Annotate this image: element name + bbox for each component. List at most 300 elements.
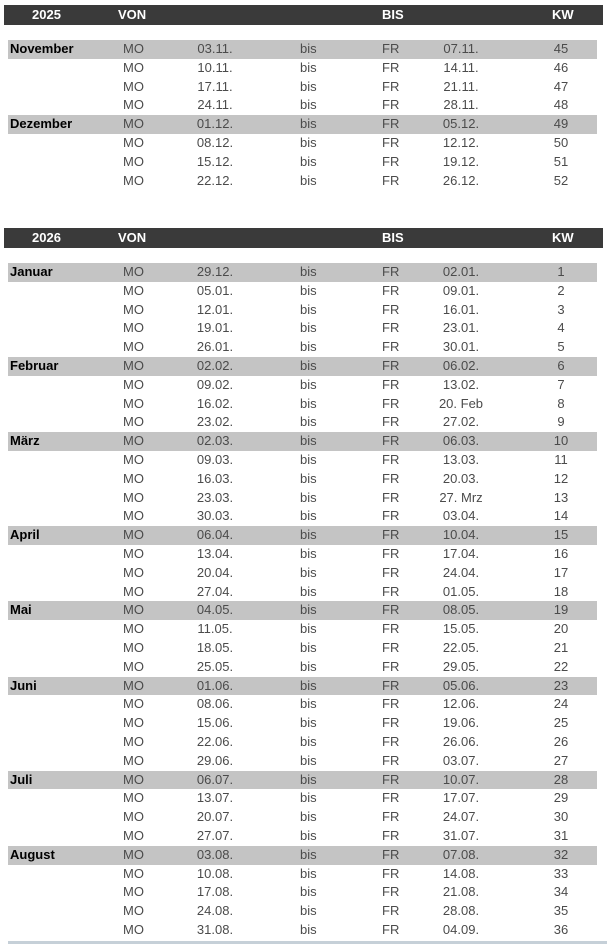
weekday-to: FR	[382, 790, 400, 806]
calendar-week-number: 3	[557, 301, 565, 317]
weekday-to: FR	[382, 97, 400, 113]
calendar-week-number: 52	[553, 172, 569, 188]
separator-bis: bis	[300, 357, 317, 373]
separator-bis: bis	[300, 771, 317, 787]
week-row	[8, 846, 597, 865]
date-from: 10.08.	[196, 865, 234, 881]
separator-bis: bis	[300, 545, 317, 561]
weekday-to: FR	[382, 301, 400, 317]
date-to: 06.02.	[442, 357, 480, 373]
weekday-from: MO	[123, 59, 144, 75]
date-to: 02.01.	[442, 264, 480, 279]
date-from: 15.12.	[196, 153, 234, 169]
week-row	[8, 808, 597, 827]
date-from: 10.11.	[197, 59, 233, 75]
date-to: 21.08.	[442, 884, 480, 900]
week-row	[8, 172, 597, 191]
separator-bis: bis	[300, 489, 317, 505]
separator-bis: bis	[300, 470, 317, 486]
weekday-from: MO	[123, 545, 144, 561]
date-to: 27. Mrz	[439, 489, 483, 505]
weekday-to: FR	[382, 153, 400, 169]
separator-bis: bis	[300, 282, 317, 298]
date-to: 20. Feb	[438, 395, 484, 411]
date-from: 16.02.	[196, 395, 234, 411]
date-from: 22.06.	[196, 733, 234, 749]
date-to: 13.03.	[442, 451, 480, 467]
calendar-week-number: 20	[553, 621, 569, 637]
weekday-from: MO	[123, 583, 144, 599]
weekday-to: FR	[382, 771, 400, 787]
weekday-to: FR	[382, 564, 400, 580]
date-to: 24.07.	[442, 809, 480, 825]
date-from: 24.08.	[196, 903, 234, 919]
date-from: 29.06.	[196, 752, 234, 768]
date-to: 06.03.	[442, 433, 480, 449]
week-row	[8, 902, 597, 921]
week-row	[8, 507, 597, 526]
column-header-bis: BIS	[382, 7, 404, 22]
weekday-to: FR	[382, 846, 400, 862]
weekday-from: MO	[123, 602, 144, 618]
week-row	[8, 319, 597, 338]
weekday-from: MO	[123, 658, 144, 674]
separator-bis: bis	[300, 97, 317, 113]
date-from: 03.11.	[197, 41, 233, 56]
week-row	[8, 59, 597, 78]
separator-bis: bis	[300, 752, 317, 768]
week-row	[8, 470, 597, 489]
separator-bis: bis	[300, 564, 317, 580]
column-header-von: VON	[118, 7, 147, 22]
date-to: 03.07.	[442, 752, 480, 768]
calendar-week-number: 8	[557, 395, 565, 411]
weekday-from: MO	[123, 733, 144, 749]
date-to: 01.05.	[442, 583, 480, 599]
weekday-to: FR	[382, 78, 400, 94]
year-header-bar-2025	[4, 5, 603, 25]
weekday-to: FR	[382, 809, 400, 825]
weekday-from: MO	[123, 97, 144, 113]
separator-bis: bis	[300, 527, 317, 543]
week-row	[8, 883, 597, 902]
calendar-week-number: 26	[553, 733, 569, 749]
week-row	[8, 40, 597, 59]
separator-bis: bis	[300, 339, 317, 355]
month-label: Januar	[10, 264, 53, 279]
separator-bis: bis	[300, 921, 317, 937]
date-from: 16.03.	[196, 470, 234, 486]
weekday-from: MO	[123, 827, 144, 843]
date-from: 02.03.	[196, 433, 234, 449]
separator-bis: bis	[300, 508, 317, 524]
weekday-from: MO	[123, 301, 144, 317]
month-label: August	[10, 846, 55, 862]
week-row	[8, 451, 597, 470]
separator-bis: bis	[300, 116, 317, 132]
weekday-to: FR	[382, 602, 400, 618]
weekday-from: MO	[123, 116, 144, 132]
weekday-to: FR	[382, 339, 400, 355]
calendar-week-number: 30	[553, 809, 569, 825]
date-from: 23.03.	[196, 489, 234, 505]
date-from: 13.07.	[196, 790, 234, 806]
weekday-from: MO	[123, 357, 144, 373]
weekday-from: MO	[123, 696, 144, 712]
week-row	[8, 771, 597, 790]
date-from: 13.04.	[196, 545, 234, 561]
weekday-to: FR	[382, 903, 400, 919]
date-to: 07.08.	[442, 846, 480, 862]
weekday-to: FR	[382, 489, 400, 505]
weekday-from: MO	[123, 621, 144, 637]
weekday-from: MO	[123, 790, 144, 806]
calendar-week-number: 12	[553, 470, 569, 486]
calendar-week-number: 50	[553, 134, 569, 150]
date-to: 12.06.	[442, 696, 480, 712]
calendar-week-number: 14	[553, 508, 569, 524]
week-row	[8, 714, 597, 733]
calendar-week-number: 4	[557, 320, 565, 336]
separator-bis: bis	[300, 865, 317, 881]
weekday-from: MO	[123, 921, 144, 937]
weekday-to: FR	[382, 884, 400, 900]
date-to: 19.12.	[442, 153, 480, 169]
weekday-to: FR	[382, 320, 400, 336]
date-from: 04.05.	[196, 602, 234, 618]
separator-bis: bis	[300, 134, 317, 150]
separator-bis: bis	[300, 301, 317, 317]
date-from: 15.06.	[196, 715, 234, 731]
week-row	[8, 134, 597, 153]
calendar-week-number: 16	[553, 545, 569, 561]
weekday-from: MO	[123, 433, 144, 449]
weekday-from: MO	[123, 470, 144, 486]
separator-bis: bis	[300, 414, 317, 430]
separator-bis: bis	[300, 395, 317, 411]
date-to: 05.06.	[442, 677, 480, 693]
date-to: 17.07.	[442, 790, 480, 806]
weekday-to: FR	[382, 583, 400, 599]
date-to: 14.08.	[442, 865, 480, 881]
week-row	[8, 639, 597, 658]
weekday-from: MO	[123, 376, 144, 392]
calendar-week-number: 36	[553, 921, 569, 937]
weekday-from: MO	[123, 78, 144, 94]
date-from: 25.05.	[196, 658, 234, 674]
date-from: 29.12.	[196, 264, 234, 279]
week-row	[8, 677, 597, 696]
date-from: 30.03.	[196, 508, 234, 524]
calendar-week-number: 35	[553, 903, 569, 919]
separator-bis: bis	[300, 658, 317, 674]
separator-bis: bis	[300, 376, 317, 392]
calendar-week-number: 25	[553, 715, 569, 731]
separator-bis: bis	[300, 621, 317, 637]
weekday-from: MO	[123, 414, 144, 430]
date-from: 24.11.	[197, 97, 233, 113]
weekday-to: FR	[382, 41, 400, 56]
table-body-2026	[8, 263, 597, 940]
column-header-von: VON	[118, 230, 147, 245]
month-label: Dezember	[10, 116, 73, 132]
calendar-week-number: 5	[557, 339, 565, 355]
date-from: 06.04.	[196, 527, 234, 543]
calendar-week-number: 28	[553, 771, 569, 787]
week-row	[8, 357, 597, 376]
separator-bis: bis	[300, 790, 317, 806]
weekday-from: MO	[123, 865, 144, 881]
date-from: 20.07.	[196, 809, 234, 825]
date-from: 01.06.	[196, 677, 234, 693]
date-to: 28.08.	[442, 903, 480, 919]
date-to: 09.01.	[442, 282, 480, 298]
week-row	[8, 620, 597, 639]
weekday-from: MO	[123, 41, 144, 56]
calendar-week-number: 48	[553, 97, 569, 113]
weekday-to: FR	[382, 357, 400, 373]
separator-bis: bis	[300, 59, 317, 75]
weekday-to: FR	[382, 414, 400, 430]
week-row	[8, 413, 597, 432]
weekday-to: FR	[382, 545, 400, 561]
weekday-to: FR	[382, 376, 400, 392]
weekday-to: FR	[382, 508, 400, 524]
month-label: November	[10, 41, 74, 56]
month-label: April	[10, 527, 40, 543]
weekday-from: MO	[123, 489, 144, 505]
separator-bis: bis	[300, 809, 317, 825]
separator-bis: bis	[300, 264, 317, 279]
year-label: 2025	[32, 7, 61, 22]
calendar-week-number: 34	[553, 884, 569, 900]
date-to: 26.06.	[442, 733, 480, 749]
weekday-from: MO	[123, 752, 144, 768]
date-from: 02.02.	[196, 357, 234, 373]
date-to: 15.05.	[442, 621, 480, 637]
month-label: Juni	[10, 677, 37, 693]
weekday-to: FR	[382, 733, 400, 749]
weekday-to: FR	[382, 264, 400, 279]
date-from: 06.07.	[196, 771, 234, 787]
calendar-week-number: 2	[557, 282, 565, 298]
week-row	[8, 115, 597, 134]
date-to: 08.05.	[442, 602, 480, 618]
calendar-week-number: 31	[553, 827, 569, 843]
column-header-kw: KW	[552, 7, 574, 22]
week-row	[8, 432, 597, 451]
separator-bis: bis	[300, 602, 317, 618]
date-from: 17.11.	[197, 78, 233, 94]
date-from: 19.01.	[196, 320, 234, 336]
date-to: 23.01.	[442, 320, 480, 336]
weekday-to: FR	[382, 827, 400, 843]
week-row	[8, 78, 597, 97]
weekday-to: FR	[382, 395, 400, 411]
date-to: 24.04.	[442, 564, 480, 580]
date-to: 03.04.	[442, 508, 480, 524]
week-row	[8, 733, 597, 752]
week-row	[8, 526, 597, 545]
weekday-from: MO	[123, 282, 144, 298]
year-header-bar-2026	[4, 228, 603, 248]
weekday-from: MO	[123, 264, 144, 279]
weekday-to: FR	[382, 752, 400, 768]
date-from: 09.03.	[196, 451, 234, 467]
week-row	[8, 865, 597, 884]
weekday-from: MO	[123, 771, 144, 787]
week-row	[8, 658, 597, 677]
weekday-to: FR	[382, 451, 400, 467]
week-row	[8, 921, 597, 940]
week-row	[8, 489, 597, 508]
weekday-from: MO	[123, 339, 144, 355]
week-row	[8, 564, 597, 583]
week-row	[8, 96, 597, 115]
date-to: 20.03.	[442, 470, 480, 486]
week-row	[8, 752, 597, 771]
date-to: 12.12.	[442, 134, 480, 150]
weekday-to: FR	[382, 715, 400, 731]
week-row	[8, 601, 597, 620]
weekday-to: FR	[382, 527, 400, 543]
week-row	[8, 153, 597, 172]
month-label: März	[10, 433, 40, 449]
separator-bis: bis	[300, 172, 317, 188]
date-from: 17.08.	[196, 884, 234, 900]
weekday-from: MO	[123, 134, 144, 150]
date-to: 29.05.	[442, 658, 480, 674]
date-to: 10.04.	[442, 527, 480, 543]
date-from: 22.12.	[196, 172, 234, 188]
year-label: 2026	[32, 230, 61, 245]
date-from: 27.07.	[196, 827, 234, 843]
date-from: 23.02.	[196, 414, 234, 430]
week-row	[8, 376, 597, 395]
calendar-week-number: 24	[553, 696, 569, 712]
calendar-week-number: 33	[553, 865, 569, 881]
date-to: 27.02.	[442, 414, 480, 430]
separator-bis: bis	[300, 884, 317, 900]
weekday-from: MO	[123, 715, 144, 731]
weekday-to: FR	[382, 639, 400, 655]
column-header-kw: KW	[552, 230, 574, 245]
date-from: 26.01.	[196, 339, 234, 355]
month-label: Mai	[10, 602, 32, 618]
date-to: 14.11.	[443, 59, 479, 75]
month-label: Februar	[10, 357, 59, 373]
weekday-to: FR	[382, 282, 400, 298]
date-to: 30.01.	[442, 339, 480, 355]
table-body-2025	[8, 40, 597, 190]
separator-bis: bis	[300, 639, 317, 655]
calendar-week-number: 22	[553, 658, 569, 674]
separator-bis: bis	[300, 846, 317, 862]
weekday-from: MO	[123, 527, 144, 543]
date-from: 08.12.	[196, 134, 234, 150]
separator-bis: bis	[300, 677, 317, 693]
week-row	[8, 301, 597, 320]
calendar-week-number: 10	[553, 433, 569, 449]
weekday-to: FR	[382, 116, 400, 132]
calendar-week-number: 1	[557, 264, 565, 279]
calendar-week-number: 49	[553, 116, 569, 132]
month-label: Juli	[10, 771, 33, 787]
separator-bis: bis	[300, 715, 317, 731]
separator-bis: bis	[300, 451, 317, 467]
date-to: 04.09.	[442, 921, 480, 937]
date-from: 03.08.	[196, 846, 234, 862]
date-from: 09.02.	[196, 376, 234, 392]
date-from: 20.04.	[196, 564, 234, 580]
column-header-bis: BIS	[382, 230, 404, 245]
date-to: 10.07.	[442, 771, 480, 787]
weekday-from: MO	[123, 508, 144, 524]
week-row	[8, 395, 597, 414]
calendar-week-number: 6	[557, 357, 565, 373]
weekday-to: FR	[382, 865, 400, 881]
weekday-to: FR	[382, 921, 400, 937]
weekday-from: MO	[123, 172, 144, 188]
week-row	[8, 263, 597, 282]
calendar-week-number: 15	[553, 527, 569, 543]
separator-bis: bis	[300, 903, 317, 919]
weekday-from: MO	[123, 451, 144, 467]
date-to: 31.07.	[442, 827, 480, 843]
calendar-week-number: 9	[557, 414, 565, 430]
week-row	[8, 583, 597, 602]
weekday-from: MO	[123, 903, 144, 919]
weekday-to: FR	[382, 677, 400, 693]
date-to: 22.05.	[442, 639, 480, 655]
separator-bis: bis	[300, 78, 317, 94]
date-from: 18.05.	[196, 639, 234, 655]
week-row	[8, 338, 597, 357]
date-to: 05.12.	[442, 116, 480, 132]
separator-bis: bis	[300, 827, 317, 843]
weekday-to: FR	[382, 658, 400, 674]
separator-bis: bis	[300, 696, 317, 712]
weekday-from: MO	[123, 395, 144, 411]
date-to: 17.04.	[442, 545, 480, 561]
date-to: 26.12.	[442, 172, 480, 188]
date-from: 08.06.	[196, 696, 234, 712]
separator-bis: bis	[300, 433, 317, 449]
calendar-week-number: 13	[553, 489, 569, 505]
calendar-week-number: 51	[553, 153, 569, 169]
weekday-from: MO	[123, 320, 144, 336]
calendar-week-number: 23	[553, 677, 569, 693]
date-from: 27.04.	[196, 583, 234, 599]
date-from: 12.01.	[196, 301, 234, 317]
weekday-from: MO	[123, 153, 144, 169]
separator-bis: bis	[300, 733, 317, 749]
date-to: 16.01.	[442, 301, 480, 317]
weekday-from: MO	[123, 639, 144, 655]
date-to: 21.11.	[443, 78, 479, 94]
date-from: 11.05.	[197, 621, 233, 637]
calendar-week-number: 17	[553, 564, 569, 580]
date-to: 07.11.	[443, 41, 479, 56]
date-from: 05.01.	[196, 282, 234, 298]
week-row	[8, 282, 597, 301]
week-row	[8, 545, 597, 564]
week-row	[8, 827, 597, 846]
weekday-from: MO	[123, 884, 144, 900]
week-row	[8, 695, 597, 714]
calendar-week-number: 21	[553, 639, 569, 655]
date-from: 01.12.	[196, 116, 234, 132]
